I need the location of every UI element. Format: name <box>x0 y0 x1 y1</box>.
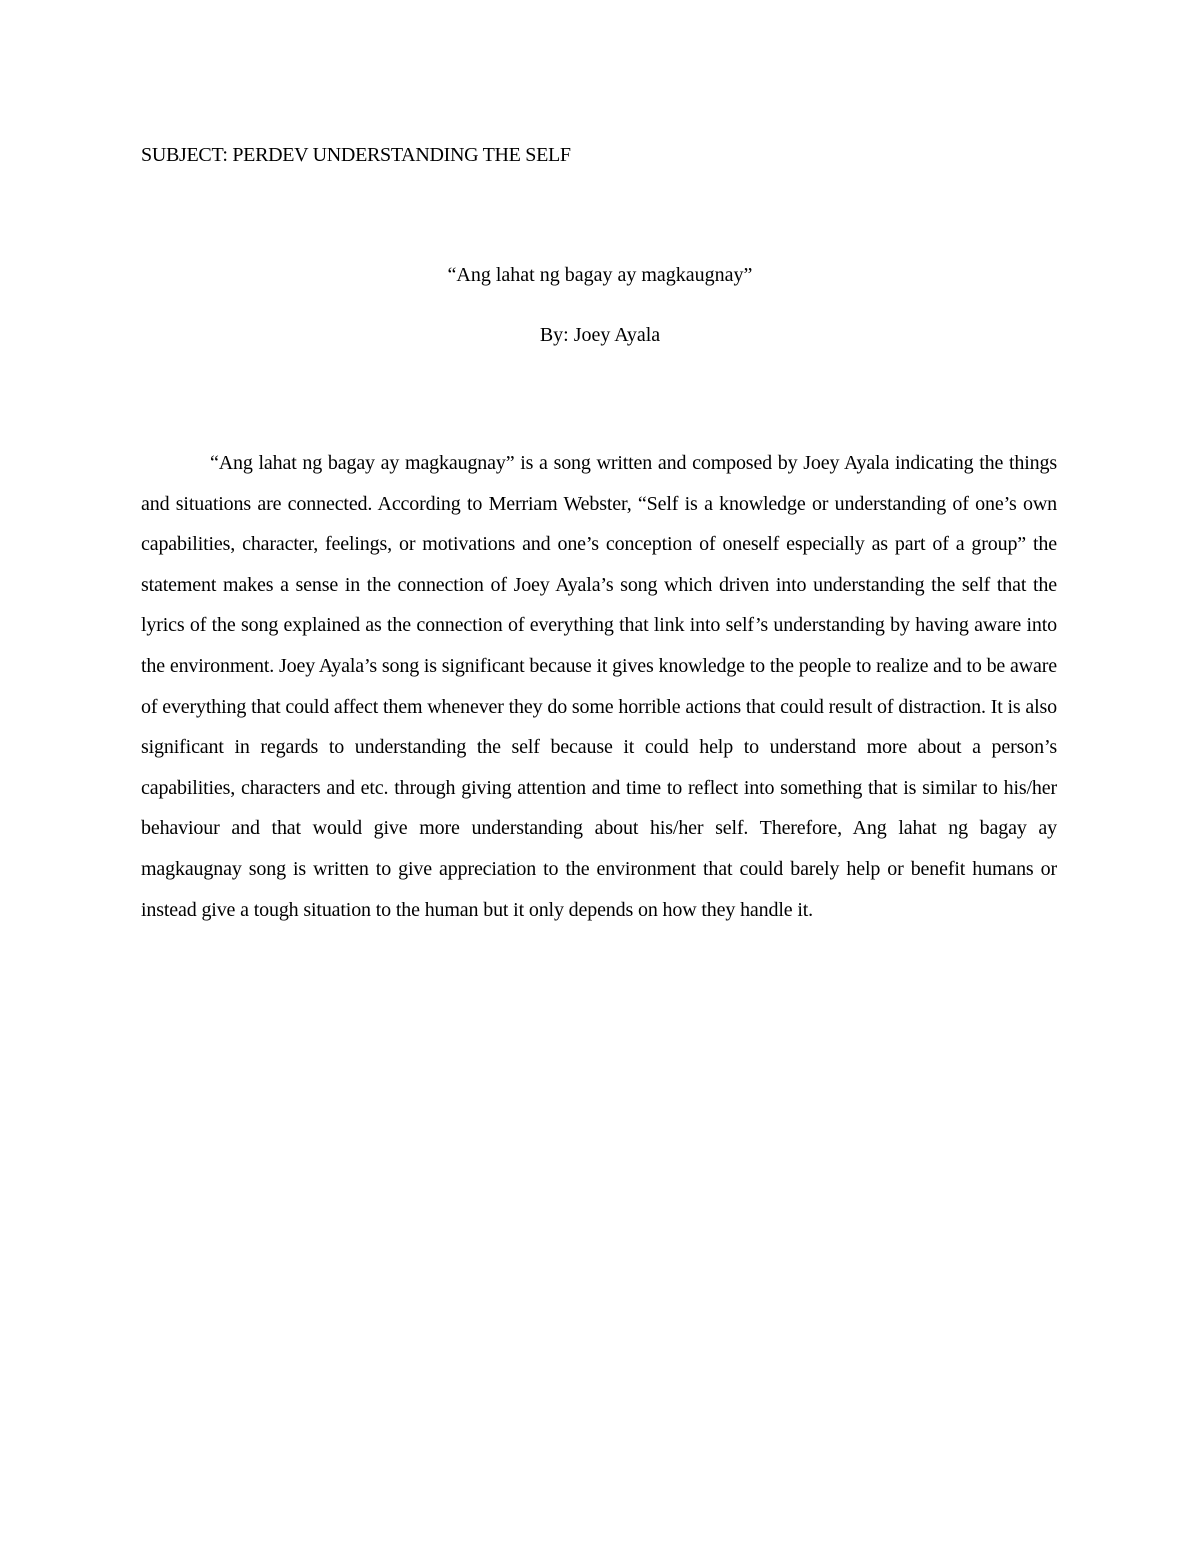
song-title: “Ang lahat ng bagay ay magkaugnay” <box>447 264 753 286</box>
author-line: By: Joey Ayala <box>539 324 661 346</box>
body-paragraph: “Ang lahat ng bagay ay magkaugnay” is a song written and composed by Joey Ayala indicating the things and situations are connected. According to Merriam Webster, “Self is a knowledge or understanding of one’s own capabilities, character, feelings, or motivations and one’s conception of oneself especially as part of a group” the statement makes a sense in the connection of Joey Ayala’s song which driven into understanding the self that the lyrics of the song explained as the connection of everything that link into self’s understanding by having aware into the environment. Joey Ayala’s song is significant because it gives knowledge to the people to realize and to be aware of everything that could affect them whenever they do some horrible actions that could result of distraction. It is also significant in regards to understanding the self because it could help to understand more about a person’s capabilities, characters and etc. through giving attention and time to reflect into something that is similar to his/her behaviour and that would give more understanding about his/her self. Therefore, Ang lahat ng bagay ay magkaugnay song is written to give appreciation to the environment that could barely help or benefit humans or instead give a tough situation to the human but it only depends on how they handle it. <box>141 452 1057 921</box>
subject-line: SUBJECT: PERDEV UNDERSTANDING THE SELF <box>141 144 571 166</box>
